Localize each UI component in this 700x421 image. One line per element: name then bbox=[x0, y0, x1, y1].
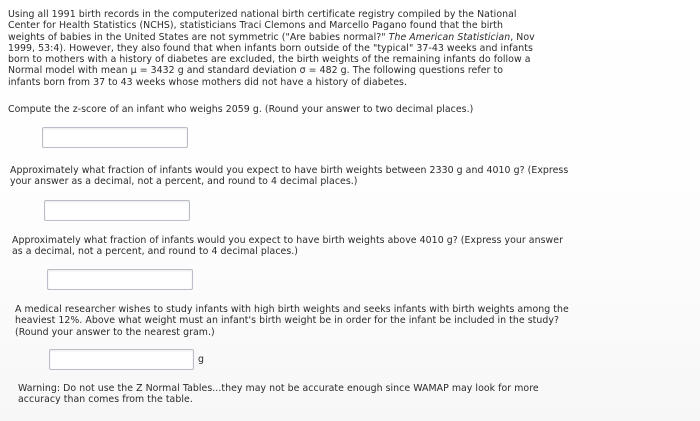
question-4-text: A medical researcher wishes to study infants with high birth weights and seeks infants with birth weights among the heaviest 12%. Above what weight must an infant's birth weight be in order for the infant be included in the study? (Round your answer to the nearest gram.) bbox=[15, 304, 569, 338]
question-1-answer-input[interactable] bbox=[42, 127, 188, 148]
question-1-text: Compute the z-score of an infant who weighs 2059 g. (Round your answer to two decimal places.) bbox=[8, 104, 474, 115]
question-2-answer-input[interactable] bbox=[44, 200, 190, 221]
question-4-unit-label: g bbox=[198, 354, 204, 365]
warning-note: Warning: Do not use the Z Normal Tables...they may not be accurate enough since WAMAP may look for more accuracy than comes from the table. bbox=[18, 383, 539, 406]
question-4-answer-input[interactable] bbox=[49, 349, 194, 370]
intro-text-part2: , Nov 1999, 53:4). However, they also found that when infants born outside of the "typical" 37-43 weeks and infants born to mothers with a history of diabetes are excluded, the birth weights of the remaining infants do follow a Normal model with mean μ = 3432 g and standard deviation σ = 482 g. The following questions refer to infants born from 37 to 43 weeks whose mothers did not have a history of diabetes. bbox=[8, 31, 535, 88]
intro-text-part1: Using all 1991 birth records in the computerized national birth certificate registry compiled by the National Center for Health Statistics (NCHS), statisticians Traci Clemons and Marcello Pagano found that the birth weights of babies in the United States are not symmetric ("Are babies normal?" bbox=[8, 9, 517, 43]
question-2-text: Approximately what fraction of infants would you expect to have birth weights between 2330 g and 4010 g? (Express your answer as a decimal, not a percent, and round to 4 decimal places.) bbox=[10, 165, 569, 188]
journal-title: The American Statistician bbox=[388, 31, 511, 43]
question-3-text: Approximately what fraction of infants would you expect to have birth weights above 4010 g? (Express your answer as a decimal, not a percent, and round to 4 decimal places.) bbox=[12, 235, 563, 258]
question-3-answer-input[interactable] bbox=[47, 269, 193, 290]
problem-intro bbox=[8, 9, 538, 88]
